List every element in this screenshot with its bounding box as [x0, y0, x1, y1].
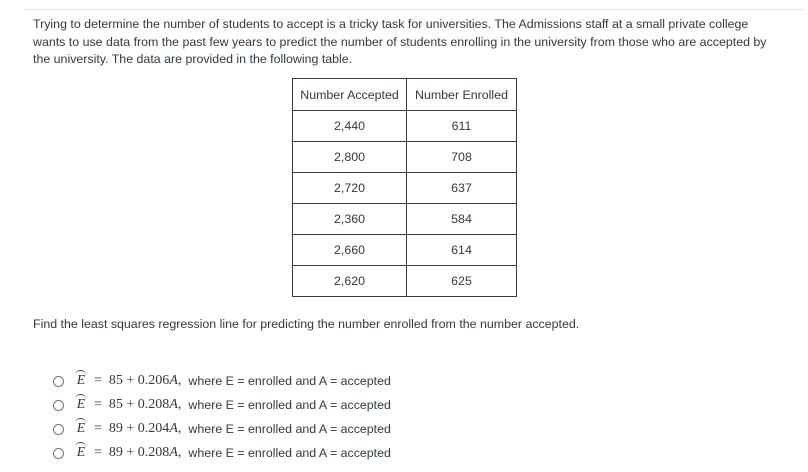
e-hat-symbol: E: [76, 445, 86, 460]
radio-button[interactable]: [53, 376, 64, 387]
regression-equation: E = 85 + 0.206A,: [76, 373, 182, 388]
equation-rhs: 89 + 0.208: [108, 445, 170, 460]
data-table: [292, 78, 517, 297]
variable-definition: where E = enrolled and A = accepted: [188, 422, 391, 436]
answer-option-1[interactable]: [53, 369, 391, 393]
equation-variable: A: [169, 373, 178, 388]
equation-comma: ,: [177, 373, 182, 388]
variable-definition: where E = enrolled and A = accepted: [188, 446, 391, 460]
cell-accepted: 2,720: [293, 173, 407, 204]
answer-option-4[interactable]: [53, 441, 391, 465]
table-row: [293, 266, 517, 297]
answer-option-3[interactable]: [53, 417, 391, 441]
table-header-row: [293, 79, 517, 111]
table-row: [293, 111, 517, 142]
table-row: [293, 204, 517, 235]
radio-button[interactable]: [53, 400, 64, 411]
problem-intro: Trying to determine the number of students to accept is a tricky task for universities. The Admissions staff at a small private college wants to use data from the past few years to predict the number of students enrolling in the university from those who are accepted by the university. The data are provided in the following table.: [33, 17, 767, 66]
cell-enrolled: 614: [407, 235, 517, 266]
equation-variable: A: [169, 397, 178, 412]
equation-rhs: 85 + 0.206: [108, 373, 170, 388]
variable-definition: where E = enrolled and A = accepted: [188, 398, 391, 412]
cell-enrolled: 611: [407, 111, 517, 142]
cell-enrolled: 625: [407, 266, 517, 297]
cell-enrolled: 708: [407, 142, 517, 173]
header-number-accepted: Number Accepted: [293, 79, 407, 111]
equation-comma: ,: [177, 421, 182, 436]
cell-accepted: 2,360: [293, 204, 407, 235]
answer-option-2[interactable]: [53, 393, 391, 417]
e-hat-symbol: E: [76, 373, 86, 388]
cell-enrolled: 637: [407, 173, 517, 204]
equation-variable: A: [169, 445, 178, 460]
table-row: [293, 173, 517, 204]
equation-rhs: 85 + 0.208: [108, 397, 170, 412]
radio-button[interactable]: [53, 448, 64, 459]
header-number-enrolled: Number Enrolled: [407, 79, 517, 111]
regression-equation: E = 89 + 0.204A,: [76, 421, 182, 436]
equation-rhs: 89 + 0.204: [108, 421, 170, 436]
e-hat-symbol: E: [76, 421, 86, 436]
question-prompt: Find the least squares regression line for predicting the number enrolled from the number accepted.: [33, 317, 580, 331]
cell-accepted: 2,620: [293, 266, 407, 297]
cell-enrolled: 584: [407, 204, 517, 235]
equation-comma: ,: [177, 397, 182, 412]
regression-equation: E = 85 + 0.208A,: [76, 397, 182, 412]
e-hat-symbol: E: [76, 397, 86, 412]
regression-equation: E = 89 + 0.208A,: [76, 445, 182, 460]
cell-accepted: 2,800: [293, 142, 407, 173]
radio-button[interactable]: [53, 424, 64, 435]
top-divider: [24, 9, 804, 10]
cell-accepted: 2,660: [293, 235, 407, 266]
answer-options: [53, 369, 391, 465]
table-row: [293, 142, 517, 173]
equation-comma: ,: [177, 445, 182, 460]
variable-definition: where E = enrolled and A = accepted: [188, 374, 391, 388]
equation-variable: A: [169, 421, 178, 436]
cell-accepted: 2,440: [293, 111, 407, 142]
table-row: [293, 235, 517, 266]
